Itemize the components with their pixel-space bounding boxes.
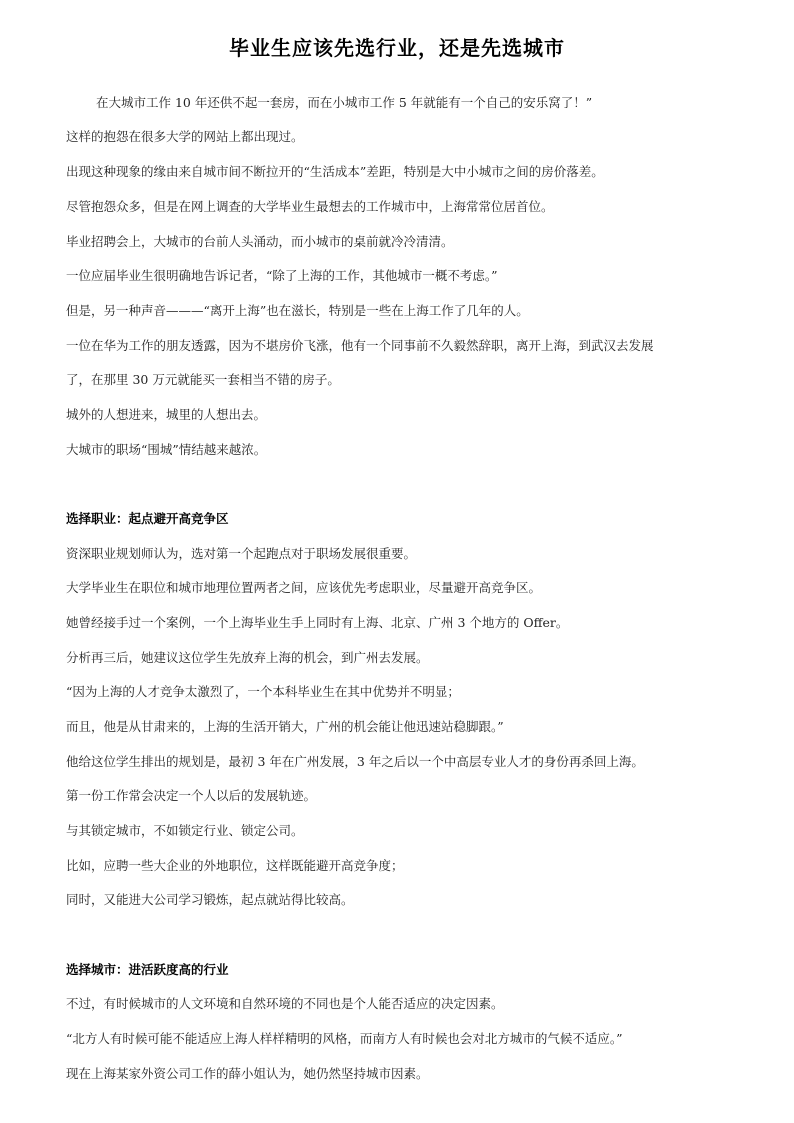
paragraph-line: 第一份工作常会决定一个人以后的发展轨迹。 <box>66 788 317 803</box>
paragraph-line: 出现这种现象的缘由来自城市间不断拉开的“生活成本”差距，特别是大中小城市之间的房价落差。 <box>66 164 604 179</box>
paragraph-line: “因为上海的人才竞争太激烈了，一个本科毕业生在其中优势并不明显； <box>66 684 460 699</box>
paragraph-line: 她曾经接手过一个案例，一个上海毕业生手上同时有上海、北京、广州 3 个地方的 Offer。 <box>66 615 569 630</box>
paragraph-line: 与其锁定城市，不如锁定行业、锁定公司。 <box>66 823 304 838</box>
paragraph-line: 资深职业规划师认为，选对第一个起跑点对于职场发展很重要。 <box>66 546 417 561</box>
paragraph-line: “北方人有时候可能不能适应上海人样样精明的风格，而南方人有时候也会对北方城市的气候不适应。” <box>66 1031 623 1046</box>
paragraph-line: 比如，应聘一些大企业的外地职位，这样既能避开高竞争度； <box>66 858 404 873</box>
paragraph-line: 分析再三后，她建议这位学生先放弃上海的机会，到广州去发展。 <box>66 650 429 665</box>
paragraph-line: 尽管抱怨众多，但是在网上调查的大学毕业生最想去的工作城市中，上海常常位居首位。 <box>66 199 554 214</box>
paragraph-line: 大学毕业生在职位和城市地理位置两者之间，应该优先考虑职业，尽量避开高竞争区。 <box>66 580 542 595</box>
paragraph-line: 现在上海某家外资公司工作的薛小姐认为，她仍然坚持城市因素。 <box>66 1066 429 1081</box>
paragraph-line: 毕业招聘会上，大城市的台前人头涌动，而小城市的桌前就冷冷清清。 <box>66 234 454 249</box>
paragraph-line: 一位应届毕业生很明确地告诉记者，“除了上海的工作，其他城市一概不考虑。” <box>66 268 498 283</box>
paragraph-line: 同时，又能进大公司学习锻炼，起点就站得比较高。 <box>66 892 354 907</box>
paragraph-line: 而且，他是从甘肃来的，上海的生活开销大，广州的机会能让他迅速站稳脚跟。” <box>66 719 504 734</box>
page-title: 毕业生应该先选行业，还是先选城市 <box>229 36 565 60</box>
paragraph-line: 不过，有时候城市的人文环境和自然环境的不同也是个人能否适应的决定因素。 <box>66 996 504 1011</box>
paragraph-line: 一位在华为工作的朋友透露，因为不堪房价飞涨，他有一个同事前不久毅然辞职，离开上海，到武汉去发展 <box>66 338 654 353</box>
paragraph-line: 但是，另一种声音———“离开上海”也在滋长，特别是一些在上海工作了几年的人。 <box>66 303 529 318</box>
paragraph-line: 了，在那里 30 万元就能买一套相当不错的房子。 <box>66 372 340 387</box>
paragraph-line: 他给这位学生排出的规划是，最初 3 年在广州发展，3 年之后以一个中高层专业人才的身份再杀回上海。 <box>66 754 644 769</box>
paragraph-line: 这样的抱怨在很多大学的网站上都出现过。 <box>66 129 304 144</box>
paragraph-line: 城外的人想进来，城里的人想出去。 <box>66 407 267 422</box>
paragraph-line: 在大城市工作 10 年还供不起一套房，而在小城市工作 5 年就能有一个自己的安乐窝了！” <box>96 95 593 110</box>
section-heading-city: 选择城市：进活跃度高的行业 <box>66 962 229 977</box>
section-heading-career: 选择职业：起点避开高竞争区 <box>66 511 229 526</box>
paragraph-line: 大城市的职场“围城”情结越来越浓。 <box>66 442 267 457</box>
